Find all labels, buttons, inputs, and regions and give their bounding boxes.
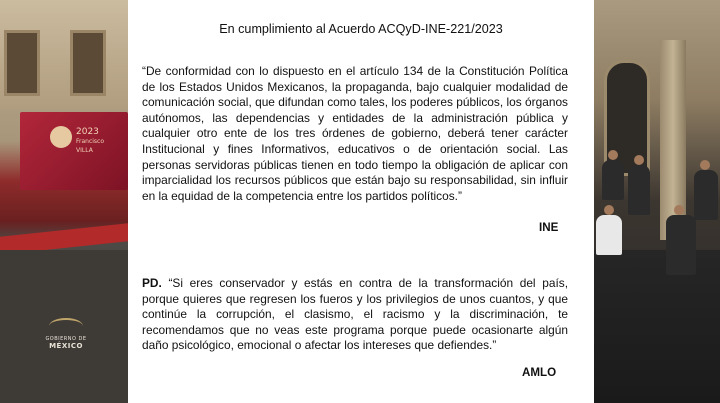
section-divider <box>128 254 594 255</box>
notice-title: En cumplimiento al Acuerdo ACQyD-INE-221/2023 <box>219 22 503 36</box>
audience-person <box>602 160 624 200</box>
stage-screen <box>20 112 128 190</box>
notice-panel <box>128 0 594 403</box>
audience-person <box>628 165 650 215</box>
window <box>4 30 40 96</box>
left-background <box>0 0 128 403</box>
screen-text-year: 2023 <box>76 127 99 137</box>
ine-quote: “De conformidad con lo dispuesto en el artículo 134 de la Constitución Política de los Estados Unidos Mexicanos, la propaganda, bajo cualquier modalidad de comunicación social, que difundan como tales, los poderes públicos, los órganos autónomos, las dependencias y entidades de la administración pública y cualquier otro ente de los tres órdenes de gobierno, deberá tener carácter Institucional y fines Informativos, educativos o de orientación social. Las personas servidoras públicas tienen en todo tiempo la obligación de aplicar con imparcialidad los recursos públicos que están bajo su responsabilidad, sin influir en la equidad de la competencia entre los partidos políticos.” <box>142 64 568 203</box>
window <box>70 30 106 96</box>
audience-head <box>604 205 614 215</box>
postscript-text: “Si eres conservador y estás en contra de la transformación del país, porque quieres que regresen los fueros y los privilegios de unos cuantos, y que continúe la corrupción, el clasismo, el racismo y la discriminación, te recomendamos que no veas este programa porque puede ocasionarte algún daño psicológico, emocional o afectar los intereses que defiendes.” <box>142 276 568 353</box>
stage-screen-text <box>76 128 104 155</box>
audience-head <box>700 160 710 170</box>
audience-person <box>666 215 696 275</box>
gobierno-logo <box>40 318 92 358</box>
ine-signature: INE <box>539 221 559 234</box>
audience-head <box>608 150 618 160</box>
audience-head <box>674 205 684 215</box>
logo-line-1: GOBIERNO DE <box>45 336 87 342</box>
audience-person <box>694 170 718 220</box>
crest-icon <box>49 318 83 334</box>
audience-head <box>634 155 644 165</box>
screen-text-line: Francisco <box>76 138 105 145</box>
portrait-icon <box>50 126 72 148</box>
postscript <box>142 276 568 354</box>
right-background <box>594 0 720 403</box>
postscript-label: PD. <box>142 276 162 290</box>
amlo-signature: AMLO <box>522 366 557 379</box>
audience-person <box>596 215 622 255</box>
audience-chairs <box>594 250 720 403</box>
screen-text-line: VILLA <box>76 147 93 154</box>
logo-line-2: MÉXICO <box>49 342 83 350</box>
